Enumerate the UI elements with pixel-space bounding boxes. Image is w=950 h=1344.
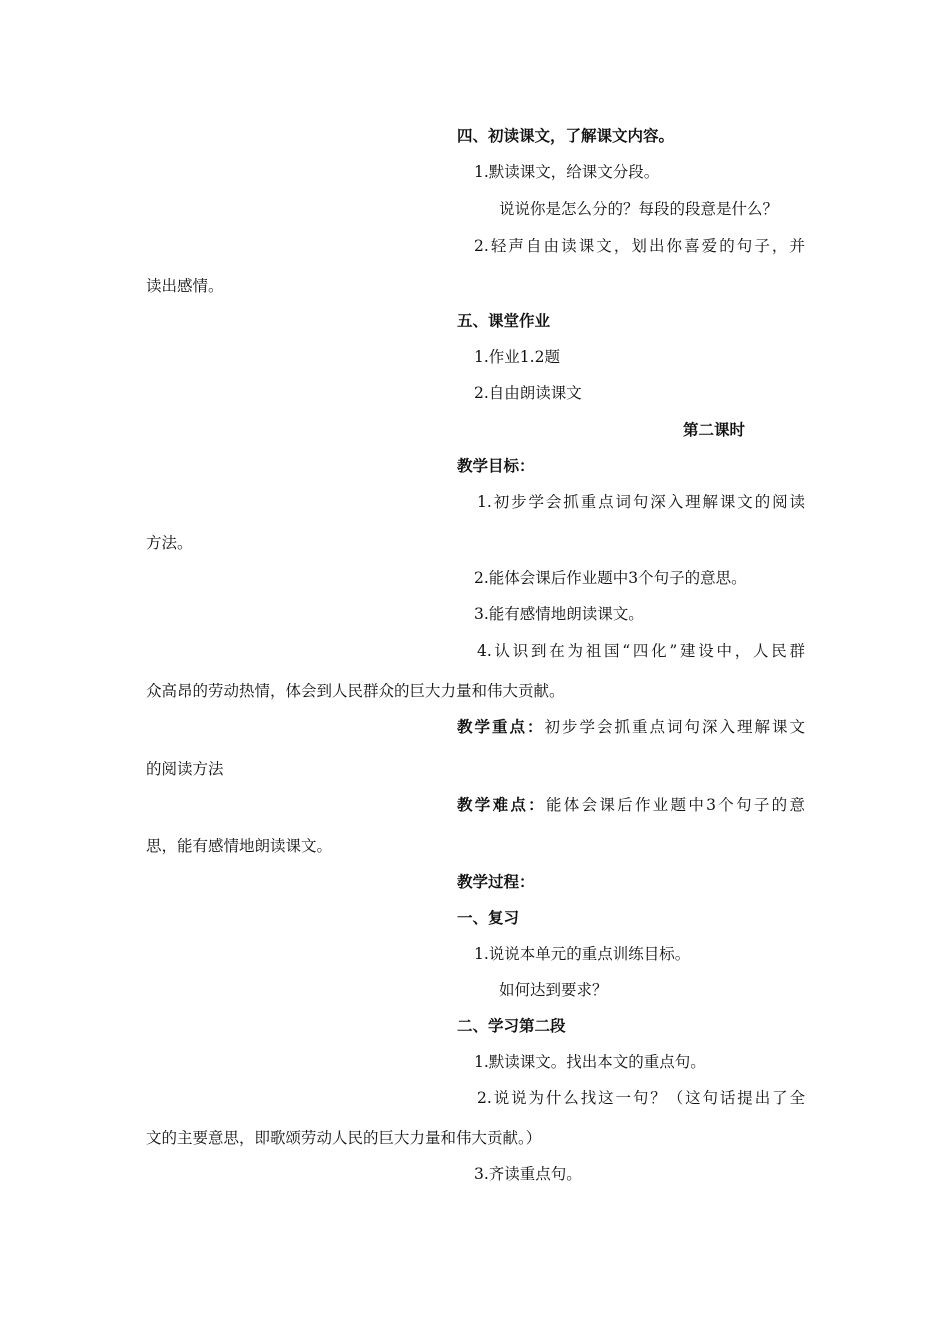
goal-4-cont: 众高昂的劳动热情，体会到人民群众的巨大力量和伟大贡献。 bbox=[146, 682, 565, 700]
section-heading-first-reading: 四、初读课文，了解课文内容。 bbox=[457, 126, 675, 145]
goal-3: 3.能有感情地朗读课文。 bbox=[474, 605, 644, 623]
study-item-2-cont: 文的主要意思，即歌颂劳动人民的巨大力量和伟大贡献。） bbox=[146, 1129, 542, 1147]
section-heading-second-paragraph: 二、学习第二段 bbox=[457, 1016, 566, 1035]
difficulty-text: 能体会课后作业题中3个句子的意 bbox=[545, 796, 805, 814]
key-point-text: 初步学会抓重点词句深入理解课文 bbox=[544, 718, 805, 736]
step-silent-read: 1.默读课文，给课文分段。 bbox=[474, 163, 660, 181]
difficulty-label: 教学难点： bbox=[457, 795, 546, 814]
step-free-read: 2.轻声自由读课文，划出你喜爱的句子，并 bbox=[474, 237, 805, 255]
classwork-item-2: 2.自由朗读课文 bbox=[474, 384, 582, 402]
key-point-cont: 的阅读方法 bbox=[146, 760, 224, 778]
goals-heading: 教学目标： bbox=[457, 456, 535, 475]
study-item-2: 2.说说为什么找这一句？（这句话提出了全 bbox=[477, 1089, 805, 1107]
classwork-item-1: 1.作业1.2题 bbox=[474, 348, 560, 366]
key-point-label: 教学重点： bbox=[457, 717, 545, 736]
difficulty-cont: 思，能有感情地朗读课文。 bbox=[146, 837, 333, 855]
lesson-title: 第二课时 bbox=[683, 420, 746, 439]
section-heading-classwork: 五、课堂作业 bbox=[457, 311, 551, 330]
study-item-1: 1.默读课文。找出本文的重点句。 bbox=[474, 1053, 706, 1071]
step-free-read-cont: 读出感情。 bbox=[146, 277, 224, 295]
process-heading: 教学过程： bbox=[457, 872, 535, 891]
step-question: 说说你是怎么分的？每段的段意是什么？ bbox=[499, 200, 779, 218]
goal-4: 4.认识到在为祖国“四化”建设中，人民群 bbox=[477, 642, 805, 660]
review-item-1: 1.说说本单元的重点训练目标。 bbox=[474, 945, 691, 963]
key-point bbox=[457, 717, 805, 737]
difficulty bbox=[457, 795, 805, 815]
section-heading-review: 一、复习 bbox=[457, 908, 520, 927]
goal-1: 1.初步学会抓重点词句深入理解课文的阅读 bbox=[477, 493, 805, 511]
goal-2: 2.能体会课后作业题中3个句子的意思。 bbox=[474, 569, 747, 587]
study-item-3: 3.齐读重点句。 bbox=[474, 1165, 582, 1183]
review-question: 如何达到要求？ bbox=[499, 981, 608, 999]
goal-1-cont: 方法。 bbox=[146, 534, 193, 552]
